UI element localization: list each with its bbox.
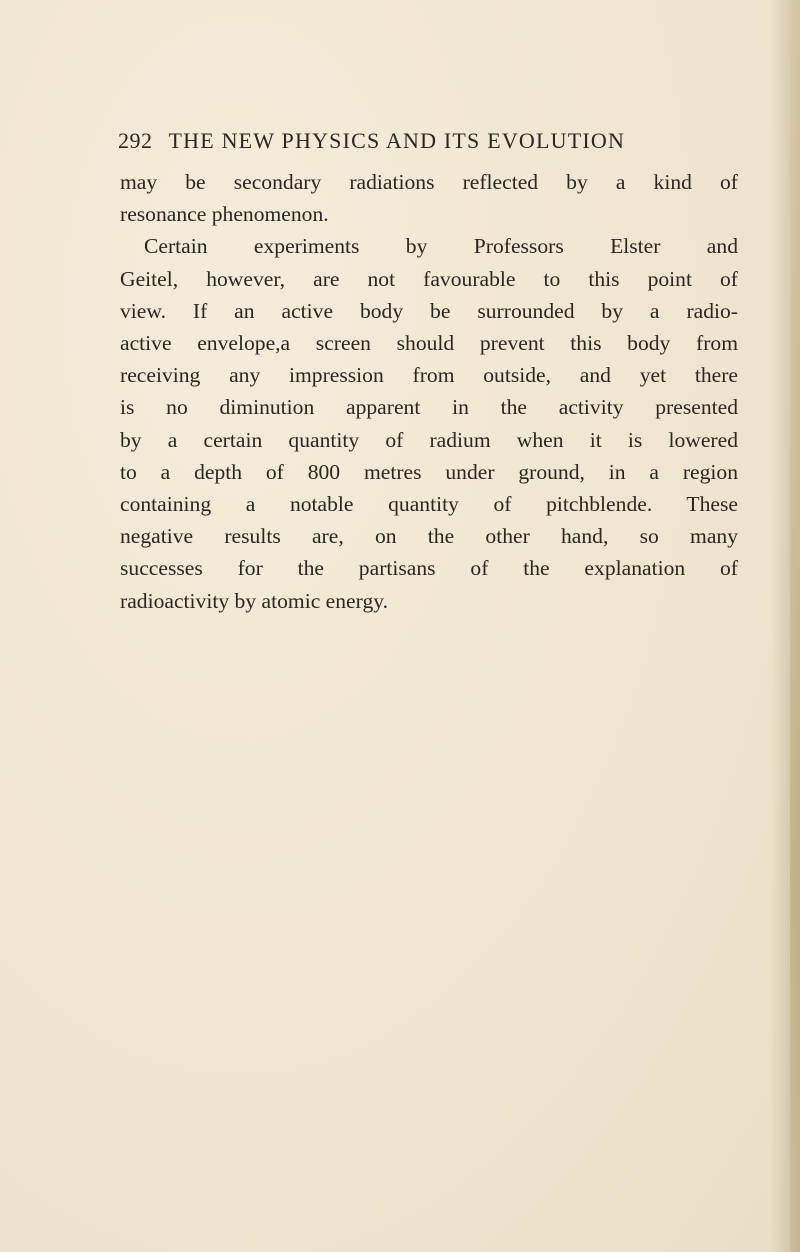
text-line: by a certain quantity of radium when it is lowered [120, 427, 738, 452]
page-header [118, 128, 708, 154]
text-line: Certain experiments by Professors Elster and [144, 234, 738, 259]
text-line: may be secondary radiations reflected by a kind of [120, 170, 738, 194]
page-number: 292 [118, 128, 153, 153]
text-line: Geitel, however, are not favourable to this point of [120, 266, 738, 291]
text-line: view. If an active body be surrounded by a radio- [120, 298, 738, 323]
page-edge-shadow [790, 0, 800, 1252]
text-line: radioactivity by atomic energy. [120, 588, 389, 613]
text-line: negative results are, on the other hand, so many [120, 524, 738, 549]
text-line: is no diminution apparent in the activity presented [120, 395, 738, 420]
text-line: containing a notable quantity of pitchblende. These [120, 492, 738, 517]
running-title: THE NEW PHYSICS AND ITS EVOLUTION [168, 128, 626, 153]
text-line: successes for the partisans of the explanation of [120, 556, 738, 581]
text-line: resonance phenomenon. [120, 202, 329, 227]
body-paragraphs [120, 166, 738, 617]
text-line: active envelope,a screen should prevent this body from [120, 331, 738, 356]
text-line: receiving any impression from outside, and yet there [120, 363, 738, 388]
text-line: to a depth of 800 metres under ground, in a region [120, 459, 738, 484]
